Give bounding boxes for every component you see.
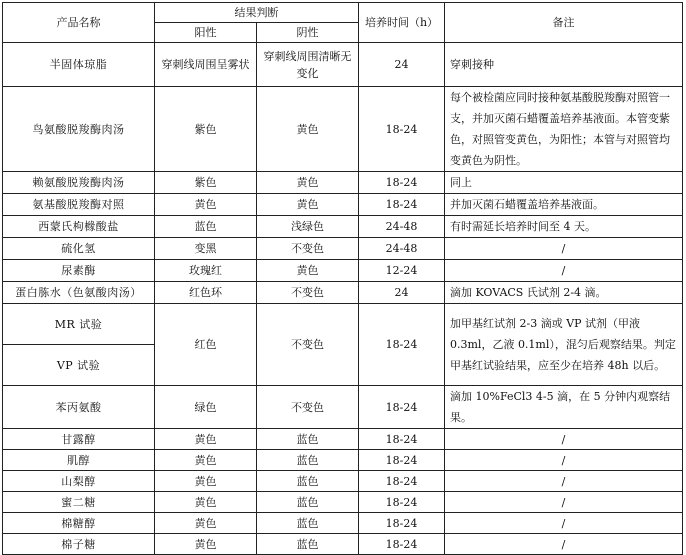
note: 滴加 10%FeCl3 4-5 滴，在 5 分钟内观察结果。 [445,386,683,429]
culture-result-table [2,2,683,555]
note: 有时需延长培养时间至 4 天。 [445,216,683,238]
note: / [445,492,683,513]
product-name: 尿素酶 [3,260,155,282]
note: 穿刺接种 [445,43,683,87]
product-name: 蜜二糖 [3,492,155,513]
table-row [3,304,683,345]
product-name: 氨基酸脱羧酶对照 [3,194,155,216]
header-product: 产品名称 [3,3,155,43]
product-name: 苯丙氨酸 [3,386,155,429]
product-name: 肌醇 [3,450,155,471]
table-row [3,216,683,238]
product-name: 棉糖醇 [3,513,155,534]
negative-result: 蓝色 [257,450,359,471]
product-name: 蛋白胨水（色氨酸肉汤） [3,282,155,304]
product-name: 硫化氢 [3,238,155,260]
positive-result: 黄色 [155,534,257,555]
culture-time: 18-24 [359,534,445,555]
culture-time: 12-24 [359,260,445,282]
product-name: 甘露醇 [3,429,155,450]
positive-result: 绿色 [155,386,257,429]
table-row [3,43,683,87]
table-row [3,172,683,194]
negative-result: 黄色 [257,260,359,282]
negative-result: 不变色 [257,304,359,386]
culture-time: 18-24 [359,172,445,194]
negative-result: 穿刺线周围清晰无变化 [257,43,359,87]
table-row [3,492,683,513]
positive-result: 紫色 [155,87,257,172]
note: 加甲基红试剂 2-3 滴或 VP 试剂（甲液 0.3ml，乙液 0.1ml），混匀后观察结果。判定甲基红试验结果，应至少在培养 48h 以后。 [445,304,683,386]
note: / [445,429,683,450]
note: / [445,238,683,260]
product-name: MR 试验 [3,304,155,345]
positive-result: 穿刺线周围呈雾状 [155,43,257,87]
culture-time: 18-24 [359,513,445,534]
table-row [3,386,683,429]
positive-result: 黄色 [155,450,257,471]
culture-time: 18-24 [359,471,445,492]
table-row [3,471,683,492]
negative-result: 蓝色 [257,429,359,450]
culture-time: 18-24 [359,194,445,216]
table-row [3,238,683,260]
positive-result: 紫色 [155,172,257,194]
product-name: 赖氨酸脱羧酶肉汤 [3,172,155,194]
culture-time: 24-48 [359,238,445,260]
positive-result: 黄色 [155,513,257,534]
culture-time: 18-24 [359,304,445,386]
negative-result: 蓝色 [257,471,359,492]
positive-result: 变黑 [155,238,257,260]
header-result: 结果判断 [155,3,359,23]
positive-result: 黄色 [155,492,257,513]
negative-result: 黄色 [257,172,359,194]
positive-result: 玫瑰红 [155,260,257,282]
note: 并加灭菌石蜡覆盖培养基液面。 [445,194,683,216]
note: 每个被检菌应同时接种氨基酸脱羧酶对照管一支，并加灭菌石蜡覆盖培养基液面。本管变紫色，对照管变黄色，为阳性；本管与对照管均变黄色为阴性。 [445,87,683,172]
negative-result: 蓝色 [257,492,359,513]
positive-result: 黄色 [155,471,257,492]
negative-result: 浅绿色 [257,216,359,238]
product-name: 半固体琼脂 [3,43,155,87]
table-row [3,534,683,555]
table-row [3,450,683,471]
culture-time: 18-24 [359,450,445,471]
product-name: 山梨醇 [3,471,155,492]
header-negative: 阴性 [257,23,359,43]
culture-time: 18-24 [359,386,445,429]
product-name: 西蒙氏枸橼酸盐 [3,216,155,238]
negative-result: 蓝色 [257,513,359,534]
table-row [3,87,683,172]
table-row [3,282,683,304]
culture-time: 18-24 [359,429,445,450]
note: 同上 [445,172,683,194]
product-name: VP 试验 [3,345,155,386]
table-row [3,260,683,282]
positive-result: 黄色 [155,429,257,450]
negative-result: 黄色 [257,194,359,216]
positive-result: 红色 [155,304,257,386]
culture-time: 24 [359,43,445,87]
note: / [445,450,683,471]
product-name: 棉子糖 [3,534,155,555]
header-time: 培养时间（h） [359,3,445,43]
table-row [3,429,683,450]
table-row [3,513,683,534]
negative-result: 不变色 [257,282,359,304]
negative-result: 不变色 [257,238,359,260]
table-row [3,194,683,216]
product-name: 鸟氨酸脱羧酶肉汤 [3,87,155,172]
header-note: 备注 [445,3,683,43]
negative-result: 不变色 [257,386,359,429]
negative-result: 黄色 [257,87,359,172]
culture-time: 18-24 [359,87,445,172]
note: / [445,260,683,282]
negative-result: 蓝色 [257,534,359,555]
note: / [445,513,683,534]
header-positive: 阳性 [155,23,257,43]
culture-time: 24-48 [359,216,445,238]
note: 滴加 KOVACS 氏试剂 2-4 滴。 [445,282,683,304]
culture-time: 18-24 [359,492,445,513]
culture-time: 24 [359,282,445,304]
positive-result: 蓝色 [155,216,257,238]
positive-result: 红色环 [155,282,257,304]
note: / [445,471,683,492]
note: / [445,534,683,555]
positive-result: 黄色 [155,194,257,216]
